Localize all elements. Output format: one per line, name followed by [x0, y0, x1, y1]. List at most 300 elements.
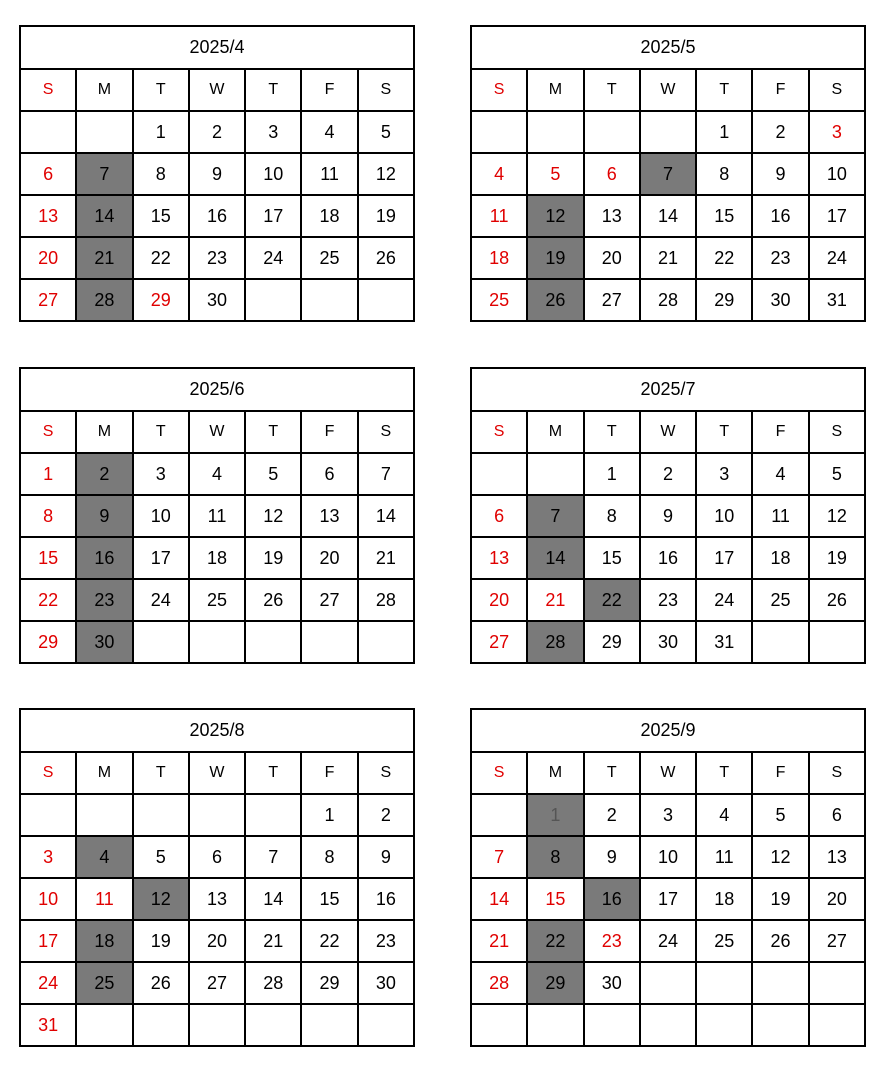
- empty-cell: [133, 794, 189, 836]
- week-row: [471, 794, 865, 836]
- week-row: [20, 279, 414, 321]
- day-cell: 16: [358, 878, 414, 920]
- day-cell: 28: [471, 962, 527, 1004]
- day-cell: 1: [696, 111, 752, 153]
- week-row: [471, 495, 865, 537]
- day-cell: 4: [696, 794, 752, 836]
- day-cell: 30: [76, 621, 132, 663]
- day-cell: 11: [189, 495, 245, 537]
- empty-cell: [527, 111, 583, 153]
- weekday-header: S: [358, 411, 414, 453]
- weekday-header: T: [584, 69, 640, 111]
- weekday-header: F: [301, 411, 357, 453]
- day-cell: 13: [809, 836, 865, 878]
- day-cell: 10: [245, 153, 301, 195]
- day-cell: 21: [76, 237, 132, 279]
- day-cell: 25: [471, 279, 527, 321]
- weekday-header: T: [245, 69, 301, 111]
- day-cell: 22: [696, 237, 752, 279]
- weekday-header: F: [301, 752, 357, 794]
- day-cell: 4: [301, 111, 357, 153]
- empty-cell: [133, 1004, 189, 1046]
- day-cell: 16: [752, 195, 808, 237]
- empty-cell: [471, 1004, 527, 1046]
- empty-cell: [584, 1004, 640, 1046]
- day-cell: 12: [809, 495, 865, 537]
- empty-cell: [76, 1004, 132, 1046]
- day-cell: 5: [133, 836, 189, 878]
- day-cell: 22: [584, 579, 640, 621]
- day-cell: 1: [527, 794, 583, 836]
- weekday-header: T: [696, 69, 752, 111]
- day-cell: 4: [752, 453, 808, 495]
- day-cell: 25: [752, 579, 808, 621]
- week-row: [20, 453, 414, 495]
- day-cell: 29: [301, 962, 357, 1004]
- weekday-header: W: [640, 69, 696, 111]
- day-cell: 13: [189, 878, 245, 920]
- day-cell: 6: [301, 453, 357, 495]
- empty-cell: [20, 794, 76, 836]
- day-cell: 17: [133, 537, 189, 579]
- day-cell: 26: [133, 962, 189, 1004]
- day-cell: 19: [133, 920, 189, 962]
- empty-cell: [358, 1004, 414, 1046]
- day-cell: 24: [133, 579, 189, 621]
- empty-cell: [752, 1004, 808, 1046]
- empty-cell: [471, 111, 527, 153]
- week-row: [471, 920, 865, 962]
- day-cell: 25: [189, 579, 245, 621]
- day-cell: 27: [20, 279, 76, 321]
- empty-cell: [301, 1004, 357, 1046]
- empty-cell: [752, 621, 808, 663]
- day-cell: 18: [301, 195, 357, 237]
- day-cell: 11: [76, 878, 132, 920]
- day-cell: 1: [133, 111, 189, 153]
- month-title: 2025/6: [20, 368, 414, 411]
- empty-cell: [189, 1004, 245, 1046]
- day-cell: 5: [752, 794, 808, 836]
- month-calendar: [470, 708, 866, 1047]
- weekday-header: T: [696, 752, 752, 794]
- day-cell: 24: [20, 962, 76, 1004]
- week-row: [20, 111, 414, 153]
- week-row: [20, 836, 414, 878]
- day-cell: 14: [640, 195, 696, 237]
- week-row: [471, 1004, 865, 1046]
- day-cell: 2: [358, 794, 414, 836]
- day-cell: 27: [189, 962, 245, 1004]
- day-cell: 7: [527, 495, 583, 537]
- empty-cell: [189, 621, 245, 663]
- day-cell: 21: [471, 920, 527, 962]
- day-cell: 3: [696, 453, 752, 495]
- week-row: [20, 962, 414, 1004]
- day-cell: 20: [584, 237, 640, 279]
- week-row: [20, 237, 414, 279]
- empty-cell: [245, 794, 301, 836]
- day-cell: 15: [301, 878, 357, 920]
- day-cell: 1: [301, 794, 357, 836]
- day-cell: 6: [471, 495, 527, 537]
- day-cell: 22: [20, 579, 76, 621]
- day-cell: 12: [527, 195, 583, 237]
- day-cell: 18: [471, 237, 527, 279]
- weekday-header: S: [809, 752, 865, 794]
- week-row: [471, 153, 865, 195]
- day-cell: 2: [189, 111, 245, 153]
- week-row: [471, 621, 865, 663]
- week-row: [471, 962, 865, 1004]
- weekday-header: W: [640, 752, 696, 794]
- day-cell: 1: [584, 453, 640, 495]
- weekday-header: F: [752, 752, 808, 794]
- empty-cell: [189, 794, 245, 836]
- weekday-header: F: [752, 69, 808, 111]
- weekday-header: M: [76, 411, 132, 453]
- weekday-header: T: [584, 411, 640, 453]
- day-cell: 11: [301, 153, 357, 195]
- empty-cell: [245, 621, 301, 663]
- day-cell: 14: [76, 195, 132, 237]
- weekday-header: T: [696, 411, 752, 453]
- empty-cell: [809, 1004, 865, 1046]
- day-cell: 25: [76, 962, 132, 1004]
- day-cell: 7: [640, 153, 696, 195]
- empty-cell: [640, 962, 696, 1004]
- day-cell: 27: [809, 920, 865, 962]
- week-row: [20, 920, 414, 962]
- day-cell: 3: [640, 794, 696, 836]
- day-cell: 31: [696, 621, 752, 663]
- empty-cell: [20, 111, 76, 153]
- day-cell: 11: [696, 836, 752, 878]
- day-cell: 26: [245, 579, 301, 621]
- day-cell: 23: [358, 920, 414, 962]
- day-cell: 10: [696, 495, 752, 537]
- day-cell: 29: [527, 962, 583, 1004]
- day-cell: 2: [640, 453, 696, 495]
- day-cell: 23: [752, 237, 808, 279]
- weekday-header: M: [527, 69, 583, 111]
- day-cell: 30: [358, 962, 414, 1004]
- week-row: [471, 111, 865, 153]
- day-cell: 7: [76, 153, 132, 195]
- day-cell: 12: [358, 153, 414, 195]
- day-cell: 23: [640, 579, 696, 621]
- day-cell: 30: [640, 621, 696, 663]
- weekday-header: S: [358, 752, 414, 794]
- week-row: [20, 794, 414, 836]
- day-cell: 29: [20, 621, 76, 663]
- month-title: 2025/8: [20, 709, 414, 752]
- week-row: [20, 195, 414, 237]
- day-cell: 26: [527, 279, 583, 321]
- day-cell: 3: [245, 111, 301, 153]
- day-cell: 10: [640, 836, 696, 878]
- empty-cell: [809, 621, 865, 663]
- weekday-header: M: [76, 752, 132, 794]
- weekday-header: S: [471, 752, 527, 794]
- week-row: [20, 1004, 414, 1046]
- day-cell: 31: [809, 279, 865, 321]
- day-cell: 8: [301, 836, 357, 878]
- weekday-header: T: [584, 752, 640, 794]
- month-calendar: [19, 25, 415, 322]
- day-cell: 16: [76, 537, 132, 579]
- day-cell: 7: [471, 836, 527, 878]
- week-row: [20, 153, 414, 195]
- day-cell: 20: [471, 579, 527, 621]
- weekday-header: T: [133, 411, 189, 453]
- day-cell: 10: [133, 495, 189, 537]
- day-cell: 2: [752, 111, 808, 153]
- day-cell: 22: [133, 237, 189, 279]
- weekday-header: S: [809, 411, 865, 453]
- day-cell: 5: [809, 453, 865, 495]
- day-cell: 2: [76, 453, 132, 495]
- day-cell: 15: [584, 537, 640, 579]
- month-calendar: [470, 25, 866, 322]
- weekday-header: T: [133, 69, 189, 111]
- day-cell: 14: [471, 878, 527, 920]
- day-cell: 27: [301, 579, 357, 621]
- week-row: [471, 579, 865, 621]
- day-cell: 18: [189, 537, 245, 579]
- month-calendar: [19, 367, 415, 664]
- weekday-header: M: [76, 69, 132, 111]
- day-cell: 8: [527, 836, 583, 878]
- day-cell: 17: [640, 878, 696, 920]
- day-cell: 26: [358, 237, 414, 279]
- day-cell: 16: [640, 537, 696, 579]
- weekday-header: M: [527, 411, 583, 453]
- empty-cell: [696, 962, 752, 1004]
- day-cell: 30: [752, 279, 808, 321]
- weekday-header: W: [189, 411, 245, 453]
- empty-cell: [471, 794, 527, 836]
- day-cell: 24: [809, 237, 865, 279]
- day-cell: 17: [809, 195, 865, 237]
- empty-cell: [358, 621, 414, 663]
- day-cell: 6: [584, 153, 640, 195]
- day-cell: 19: [245, 537, 301, 579]
- week-row: [20, 495, 414, 537]
- day-cell: 6: [809, 794, 865, 836]
- day-cell: 19: [527, 237, 583, 279]
- weekday-header: F: [301, 69, 357, 111]
- weekday-header: S: [471, 69, 527, 111]
- day-cell: 22: [527, 920, 583, 962]
- day-cell: 4: [471, 153, 527, 195]
- weekday-header: T: [245, 411, 301, 453]
- month-title: 2025/5: [471, 26, 865, 69]
- day-cell: 6: [20, 153, 76, 195]
- day-cell: 29: [133, 279, 189, 321]
- day-cell: 18: [752, 537, 808, 579]
- month-calendar: [470, 367, 866, 664]
- day-cell: 20: [20, 237, 76, 279]
- day-cell: 15: [133, 195, 189, 237]
- day-cell: 21: [640, 237, 696, 279]
- week-row: [471, 453, 865, 495]
- day-cell: 25: [696, 920, 752, 962]
- day-cell: 12: [752, 836, 808, 878]
- day-cell: 1: [20, 453, 76, 495]
- day-cell: 13: [20, 195, 76, 237]
- day-cell: 8: [133, 153, 189, 195]
- day-cell: 4: [189, 453, 245, 495]
- day-cell: 28: [358, 579, 414, 621]
- weekday-header: S: [809, 69, 865, 111]
- empty-cell: [245, 279, 301, 321]
- day-cell: 3: [133, 453, 189, 495]
- weekday-header: F: [752, 411, 808, 453]
- day-cell: 18: [76, 920, 132, 962]
- week-row: [20, 579, 414, 621]
- day-cell: 4: [76, 836, 132, 878]
- weekday-header: S: [20, 69, 76, 111]
- empty-cell: [358, 279, 414, 321]
- day-cell: 8: [696, 153, 752, 195]
- week-row: [20, 621, 414, 663]
- day-cell: 15: [527, 878, 583, 920]
- day-cell: 13: [471, 537, 527, 579]
- day-cell: 16: [189, 195, 245, 237]
- day-cell: 20: [809, 878, 865, 920]
- day-cell: 21: [358, 537, 414, 579]
- day-cell: 9: [76, 495, 132, 537]
- day-cell: 5: [527, 153, 583, 195]
- weekday-header: T: [133, 752, 189, 794]
- day-cell: 16: [584, 878, 640, 920]
- day-cell: 14: [527, 537, 583, 579]
- day-cell: 23: [584, 920, 640, 962]
- empty-cell: [301, 279, 357, 321]
- week-row: [471, 279, 865, 321]
- day-cell: 7: [358, 453, 414, 495]
- day-cell: 17: [20, 920, 76, 962]
- day-cell: 29: [696, 279, 752, 321]
- day-cell: 19: [752, 878, 808, 920]
- day-cell: 28: [76, 279, 132, 321]
- week-row: [471, 878, 865, 920]
- day-cell: 21: [527, 579, 583, 621]
- day-cell: 24: [245, 237, 301, 279]
- day-cell: 9: [640, 495, 696, 537]
- day-cell: 19: [809, 537, 865, 579]
- weekday-header: M: [527, 752, 583, 794]
- day-cell: 28: [245, 962, 301, 1004]
- day-cell: 5: [358, 111, 414, 153]
- day-cell: 28: [640, 279, 696, 321]
- day-cell: 3: [20, 836, 76, 878]
- day-cell: 3: [809, 111, 865, 153]
- week-row: [471, 836, 865, 878]
- day-cell: 31: [20, 1004, 76, 1046]
- weekday-header: S: [20, 411, 76, 453]
- weekday-header: S: [471, 411, 527, 453]
- day-cell: 28: [527, 621, 583, 663]
- empty-cell: [301, 621, 357, 663]
- day-cell: 26: [809, 579, 865, 621]
- day-cell: 14: [245, 878, 301, 920]
- month-calendar: [19, 708, 415, 1047]
- empty-cell: [696, 1004, 752, 1046]
- day-cell: 9: [189, 153, 245, 195]
- day-cell: 6: [189, 836, 245, 878]
- empty-cell: [527, 1004, 583, 1046]
- day-cell: 20: [189, 920, 245, 962]
- week-row: [471, 195, 865, 237]
- day-cell: 17: [245, 195, 301, 237]
- day-cell: 5: [245, 453, 301, 495]
- empty-cell: [584, 111, 640, 153]
- day-cell: 18: [696, 878, 752, 920]
- empty-cell: [76, 794, 132, 836]
- empty-cell: [245, 1004, 301, 1046]
- day-cell: 11: [471, 195, 527, 237]
- weekday-header: S: [20, 752, 76, 794]
- day-cell: 7: [245, 836, 301, 878]
- day-cell: 14: [358, 495, 414, 537]
- day-cell: 27: [584, 279, 640, 321]
- day-cell: 15: [696, 195, 752, 237]
- day-cell: 21: [245, 920, 301, 962]
- day-cell: 8: [20, 495, 76, 537]
- day-cell: 12: [133, 878, 189, 920]
- day-cell: 8: [584, 495, 640, 537]
- day-cell: 12: [245, 495, 301, 537]
- week-row: [20, 878, 414, 920]
- week-row: [20, 537, 414, 579]
- month-title: 2025/4: [20, 26, 414, 69]
- weekday-header: W: [640, 411, 696, 453]
- weekday-header: T: [245, 752, 301, 794]
- weekday-header: W: [189, 69, 245, 111]
- day-cell: 22: [301, 920, 357, 962]
- week-row: [471, 237, 865, 279]
- day-cell: 15: [20, 537, 76, 579]
- day-cell: 17: [696, 537, 752, 579]
- day-cell: 23: [189, 237, 245, 279]
- day-cell: 29: [584, 621, 640, 663]
- empty-cell: [76, 111, 132, 153]
- empty-cell: [640, 111, 696, 153]
- empty-cell: [809, 962, 865, 1004]
- day-cell: 10: [809, 153, 865, 195]
- day-cell: 10: [20, 878, 76, 920]
- month-title: 2025/9: [471, 709, 865, 752]
- empty-cell: [640, 1004, 696, 1046]
- day-cell: 2: [584, 794, 640, 836]
- weekday-header: W: [189, 752, 245, 794]
- day-cell: 11: [752, 495, 808, 537]
- day-cell: 24: [640, 920, 696, 962]
- day-cell: 24: [696, 579, 752, 621]
- day-cell: 9: [584, 836, 640, 878]
- empty-cell: [471, 453, 527, 495]
- day-cell: 30: [584, 962, 640, 1004]
- day-cell: 19: [358, 195, 414, 237]
- month-title: 2025/7: [471, 368, 865, 411]
- weekday-header: S: [358, 69, 414, 111]
- day-cell: 9: [752, 153, 808, 195]
- empty-cell: [527, 453, 583, 495]
- day-cell: 30: [189, 279, 245, 321]
- day-cell: 13: [584, 195, 640, 237]
